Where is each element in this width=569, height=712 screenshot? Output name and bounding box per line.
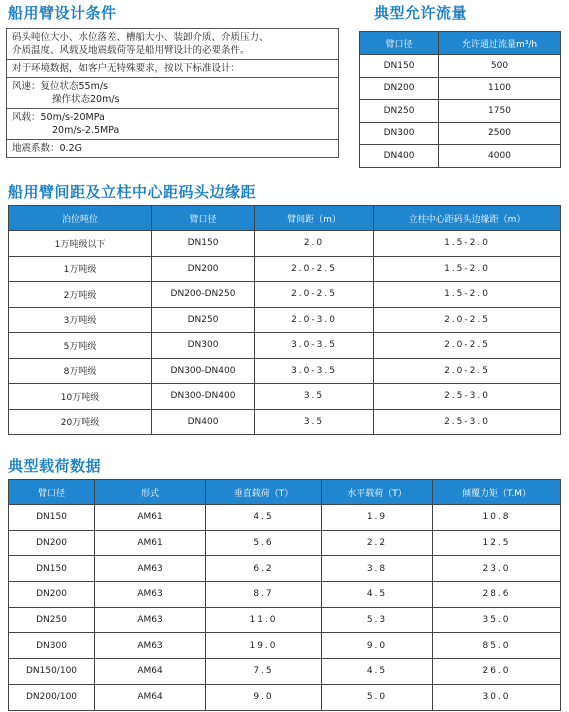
load-cell: 8.7 — [206, 582, 322, 608]
spacing-cell: 3.0-3.5 — [255, 333, 374, 359]
flow-cell: DN400 — [360, 145, 439, 168]
wind-operate: 操作状态20m/s — [52, 94, 120, 105]
spacing-cell: 2.0 — [255, 231, 374, 257]
flow-cell: DN200 — [360, 77, 439, 100]
spacing-header: 立柱中心距码头边缘距（m） — [374, 206, 561, 231]
load-cell: DN150/100 — [9, 659, 95, 685]
spacing-cell: 1.5-2.0 — [374, 256, 561, 282]
spacing-header-row — [9, 206, 561, 231]
load-header: 垂直载荷（T） — [206, 480, 322, 505]
flow-cell: 1100 — [439, 77, 561, 100]
load-title: 典型载荷数据 — [8, 457, 102, 475]
spacing-cell: 2.0-3.0 — [255, 307, 374, 333]
load-row — [9, 582, 561, 608]
flow-title: 典型允许流量 — [374, 4, 468, 22]
spacing-cell: 3万吨级 — [9, 307, 152, 333]
load-cell: 23.0 — [433, 556, 561, 582]
load-cell: 4.5 — [206, 505, 322, 531]
spacing-row — [9, 409, 561, 435]
load-cell: 2.2 — [322, 530, 433, 556]
spacing-row — [9, 358, 561, 384]
load-row — [9, 556, 561, 582]
spacing-row — [9, 307, 561, 333]
load-cell: 4.5 — [322, 659, 433, 685]
spacing-header: 臂间距（m） — [255, 206, 374, 231]
load-cell: AM63 — [95, 633, 206, 659]
spacing-cell: 3.5 — [255, 384, 374, 410]
load-row — [9, 684, 561, 710]
design-title: 船用臂设计条件 — [8, 4, 117, 22]
spacing-row — [9, 231, 561, 257]
spacing-cell: DN200 — [152, 256, 255, 282]
load-cell: 7.5 — [206, 659, 322, 685]
load-cell: AM64 — [95, 659, 206, 685]
load-label: 风载： — [12, 112, 41, 123]
quake-coefficient: 地震系数：0.2G — [12, 143, 82, 154]
flow-cell: 2500 — [439, 122, 561, 145]
load-cell: 3.8 — [322, 556, 433, 582]
load-cell: 35.0 — [433, 607, 561, 633]
load-row — [9, 607, 561, 633]
load-cell: 12.5 — [433, 530, 561, 556]
flow-row — [360, 77, 561, 100]
design-intro — [7, 29, 338, 60]
flow-row — [360, 145, 561, 168]
spacing-cell: 1万吨级以下 — [9, 231, 152, 257]
spacing-cell: 2.0-2.5 — [374, 358, 561, 384]
spacing-header: 臂口径 — [152, 206, 255, 231]
load-header: 形式 — [95, 480, 206, 505]
spacing-cell: 1万吨级 — [9, 256, 152, 282]
wind-reset: 复位状态55m/s — [40, 81, 109, 92]
load-cell: DN150 — [9, 556, 95, 582]
flow-header: 臂口径 — [360, 32, 439, 55]
load-cell: DN300 — [9, 633, 95, 659]
flow-cell: DN150 — [360, 55, 439, 78]
spacing-cell: 2.0-2.5 — [374, 307, 561, 333]
spacing-cell: 8万吨级 — [9, 358, 152, 384]
flow-row — [360, 55, 561, 78]
load-cell: 19.0 — [206, 633, 322, 659]
load-cell: 6.2 — [206, 556, 322, 582]
spacing-cell: DN150 — [152, 231, 255, 257]
load-cell: 1.9 — [322, 505, 433, 531]
spacing-cell: 2.0-2.5 — [255, 256, 374, 282]
spacing-cell: 5万吨级 — [9, 333, 152, 359]
spacing-row — [9, 384, 561, 410]
flow-cell: 1750 — [439, 100, 561, 123]
spacing-cell: 2万吨级 — [9, 282, 152, 308]
spacing-title: 船用臂间距及立柱中心距码头边缘距 — [8, 183, 257, 201]
load-cell: DN200 — [9, 582, 95, 608]
load-cell: DN250 — [9, 607, 95, 633]
spacing-cell: DN250 — [152, 307, 255, 333]
flow-header: 允许通过流量m³/h — [439, 32, 561, 55]
wind-load — [7, 109, 338, 140]
load-body — [9, 505, 561, 711]
spacing-cell: DN200-DN250 — [152, 282, 255, 308]
load-cell: 5.0 — [322, 684, 433, 710]
flow-header-row — [360, 32, 561, 55]
load-header: 臂口径 — [9, 480, 95, 505]
flow-cell: 4000 — [439, 145, 561, 168]
spacing-row — [9, 282, 561, 308]
env-note: 对于环境数据，如客户无特殊要求，按以下标准设计： — [7, 60, 338, 78]
load-header: 倾覆力矩（T.M） — [433, 480, 561, 505]
load-cell: DN200 — [9, 530, 95, 556]
load-cell: AM63 — [95, 607, 206, 633]
load-cell: 26.0 — [433, 659, 561, 685]
flow-row — [360, 122, 561, 145]
load-table — [8, 479, 561, 711]
flow-body — [360, 55, 561, 168]
flow-cell: DN300 — [360, 122, 439, 145]
spacing-cell: 3.5 — [255, 409, 374, 435]
spacing-cell: 3.0-3.5 — [255, 358, 374, 384]
load-cell: 10.8 — [433, 505, 561, 531]
spacing-cell: 20万吨级 — [9, 409, 152, 435]
load-cell: 11.0 — [206, 607, 322, 633]
load-cell: AM63 — [95, 556, 206, 582]
load-cell: 9.0 — [322, 633, 433, 659]
load-row — [9, 659, 561, 685]
spacing-cell: 10万吨级 — [9, 384, 152, 410]
spacing-cell: 1.5-2.0 — [374, 282, 561, 308]
load-1: 50m/s-20MPa — [40, 112, 105, 123]
load-cell: AM63 — [95, 582, 206, 608]
load-row — [9, 505, 561, 531]
load-cell: AM61 — [95, 505, 206, 531]
load-cell: 5.6 — [206, 530, 322, 556]
load-cell: AM64 — [95, 684, 206, 710]
spacing-cell: 1.5-2.0 — [374, 231, 561, 257]
spacing-body — [9, 231, 561, 435]
wind-label: 风速： — [12, 81, 41, 92]
load-cell: 28.6 — [433, 582, 561, 608]
load-cell: DN200/100 — [9, 684, 95, 710]
load-cell: AM61 — [95, 530, 206, 556]
load-row — [9, 633, 561, 659]
spacing-cell: DN300 — [152, 333, 255, 359]
spacing-cell: DN300-DN400 — [152, 358, 255, 384]
load-cell: 5.3 — [322, 607, 433, 633]
load-row — [9, 530, 561, 556]
load-header: 水平载荷（T） — [322, 480, 433, 505]
spacing-cell: 2.5-3.0 — [374, 409, 561, 435]
design-line: 介质温度、风载及地震载荷等是船用臂设计的必要条件。 — [12, 45, 250, 56]
design-conditions-box — [6, 28, 339, 158]
design-line: 码头吨位大小、水位落差、槽船大小、装卸介质、介质压力、 — [12, 32, 269, 43]
spacing-row — [9, 256, 561, 282]
load-cell: 30.0 — [433, 684, 561, 710]
spacing-cell: 2.0-2.5 — [255, 282, 374, 308]
flow-row — [360, 100, 561, 123]
spacing-header: 泊位吨位 — [9, 206, 152, 231]
spacing-row — [9, 333, 561, 359]
spacing-cell: 2.0-2.5 — [374, 333, 561, 359]
flow-table — [359, 31, 561, 168]
load-header-row — [9, 480, 561, 505]
flow-cell: DN250 — [360, 100, 439, 123]
load-2: 20m/s-2.5MPa — [52, 125, 120, 136]
spacing-cell: 2.5-3.0 — [374, 384, 561, 410]
spacing-cell: DN400 — [152, 409, 255, 435]
wind-speed — [7, 78, 338, 109]
load-cell: 85.0 — [433, 633, 561, 659]
load-cell: 4.5 — [322, 582, 433, 608]
flow-cell: 500 — [439, 55, 561, 78]
spacing-cell: DN300-DN400 — [152, 384, 255, 410]
spacing-table — [8, 205, 561, 435]
load-cell: DN150 — [9, 505, 95, 531]
load-cell: 9.0 — [206, 684, 322, 710]
